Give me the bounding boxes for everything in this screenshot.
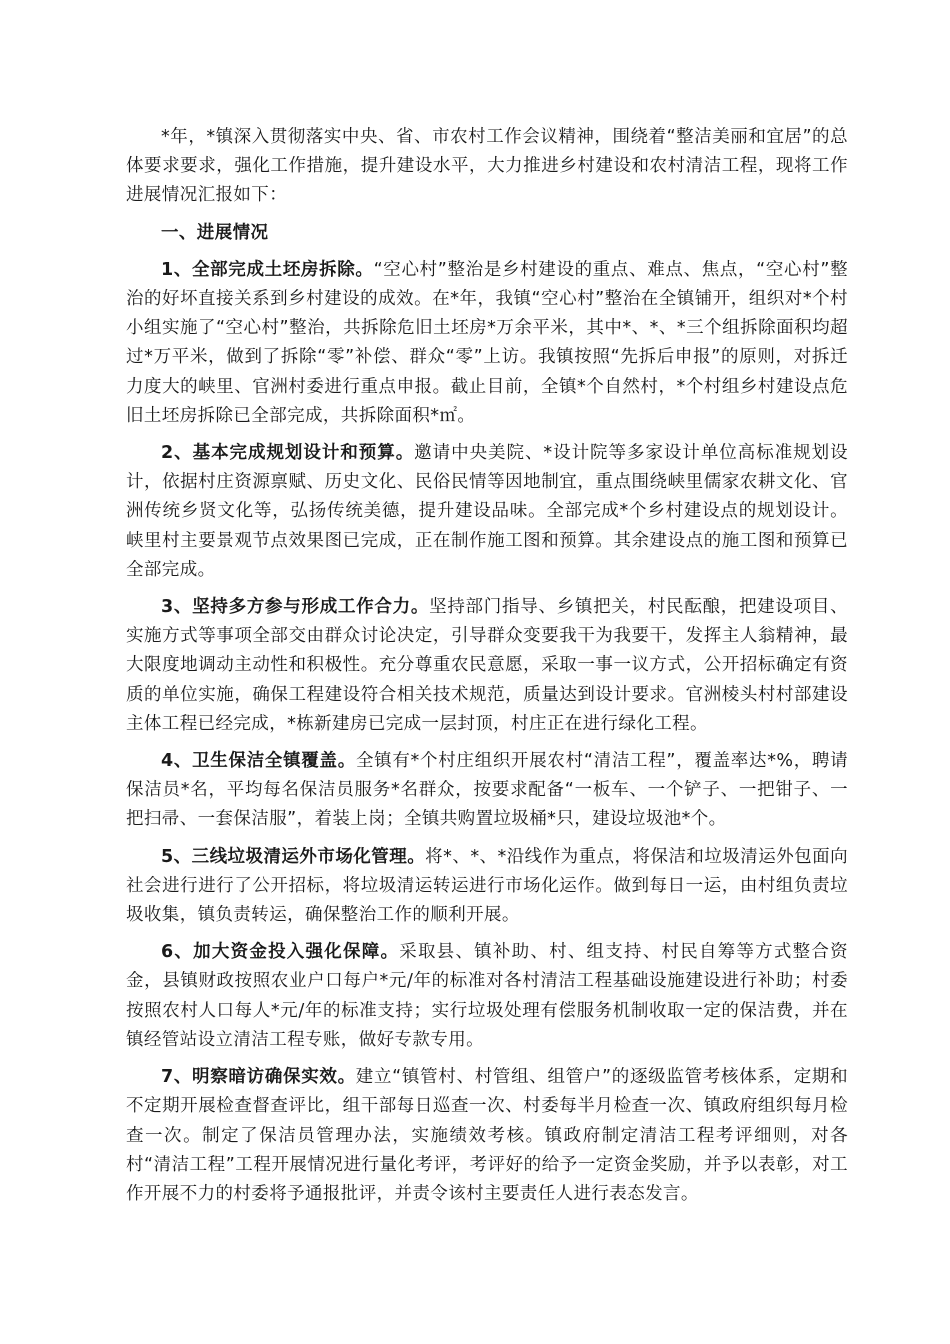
item-body-1: “空心村”整治是乡村建设的重点、难点、焦点，“空心村”整治的好坏直接关系到乡村建设的成效。在*年，我镇“空心村”整治在全镇铺开，组织对*个村小组实施了“空心村”整治，共拆除危旧土坯房*万余平米，其中*、*、*三个组拆除面积均超过*万平米，做到了拆除“零”补偿、群众“零”上访。我镇按照“先拆后申报”的原则，对拆迁力度大的峡里、官洲村委进行重点申报。截止目前，全镇*个自然村，*个村组乡村建设点危旧土坯房拆除已全部完成，共拆除面积*㎡。 xyxy=(126,259,848,426)
item-lead-5: 5、三线垃圾清运外市场化管理。 xyxy=(161,846,426,867)
item-paragraph-1 xyxy=(126,256,848,431)
item-paragraph-6 xyxy=(126,938,848,1055)
item-body-4: 全镇有*个村庄组织开展农村“清洁工程”，覆盖率达*%，聘请保洁员*名，平均每名保洁员服务*名群众，按要求配备“一板车、一个铲子、一把钳子、一把扫帚、一套保洁服”，着装上岗；全镇共购置垃圾桶*只，建设垃圾池*个。 xyxy=(126,751,849,830)
document-body xyxy=(126,123,848,1217)
section-heading: 一、进展情况 xyxy=(161,222,269,243)
item-body-2: 邀请中央美院、*设计院等多家设计单位高标准规划设计，依据村庄资源禀赋、历史文化、民俗民情等因地制宜，重点围绕峡里儒家农耕文化、官洲传统乡贤文化等，弘扬传统美德，提升建设品味。全部完成*个乡村建设点的规划设计。峡里村主要景观节点效果图已完成，正在制作施工图和预算。其余建设点的施工图和预算已全部完成。 xyxy=(126,443,848,580)
intro-paragraph: *年，*镇深入贯彻落实中央、省、市农村工作会议精神，围绕着“整洁美丽和宜居”的总体要求要求，强化工作措施，提升建设水平，大力推进乡村建设和农村清洁工程，现将工作进展情况汇报如下： xyxy=(126,127,848,206)
item-paragraph-4 xyxy=(126,747,848,835)
item-lead-1: 1、全部完成土坯房拆除。 xyxy=(161,259,374,280)
item-lead-3: 3、坚持多方参与形成工作合力。 xyxy=(161,597,430,618)
item-lead-7: 7、明察暗访确保实效。 xyxy=(161,1067,356,1088)
item-body-6: 采取县、镇补助、村、组支持、村民自筹等方式整合资金，县镇财政按照农业户口每户*元/年的标准对各村清洁工程基础设施建设进行补助；村委按照农村人口每人*元/年的标准支持；实行垃圾处理有偿服务机制收取一定的保洁费，并在镇经管站设立清洁工程专账，做好专款专用。 xyxy=(126,942,848,1050)
item-body-5: 将*、*、*沿线作为重点，将保洁和垃圾清运外包面向社会进行进行了公开招标，将垃圾清运转运进行市场化运作。做到每日一运，由村组负责垃圾收集，镇负责转运，确保整治工作的顺利开展。 xyxy=(126,846,848,926)
item-paragraph-2 xyxy=(126,439,848,585)
item-body-7: 建立“镇管村、村管组、组管户”的逐级监管考核体系，定期和不定期开展检查督查评比，组干部每日巡查一次、村委每半月检查一次、镇政府组织每月检查一次。制定了保洁员管理办法，实施绩效考核。镇政府制定清洁工程考评细则，对各村“清洁工程”工程开展情况进行量化考评，考评好的给予一定资金奖励，并予以表彰，对工作开展不力的村委将予通报批评，并责令该村主要责任人进行表态发言。 xyxy=(126,1067,848,1204)
item-paragraph-3 xyxy=(126,593,848,739)
item-paragraph-5 xyxy=(126,843,848,931)
item-lead-6: 6、加大资金投入强化保障。 xyxy=(161,942,400,963)
item-lead-2: 2、基本完成规划设计和预算。 xyxy=(161,443,415,464)
item-lead-4: 4、卫生保洁全镇覆盖。 xyxy=(161,751,356,772)
item-paragraph-7 xyxy=(126,1063,848,1209)
item-body-3: 坚持部门指导、乡镇把关，村民酝酿，把建设项目、实施方式等事项全部交由群众讨论决定，引导群众变要我干为我要干，发挥主人翁精神，最大限度地调动主动性和积极性。充分尊重农民意愿，采取一事一议方式，公开招标确定有资质的单位实施，确保工程建设符合相关技术规范，质量达到设计要求。官洲棱头村村部建设主体工程已经完成，*栋新建房已完成一层封顶，村庄正在进行绿化工程。 xyxy=(126,597,848,734)
